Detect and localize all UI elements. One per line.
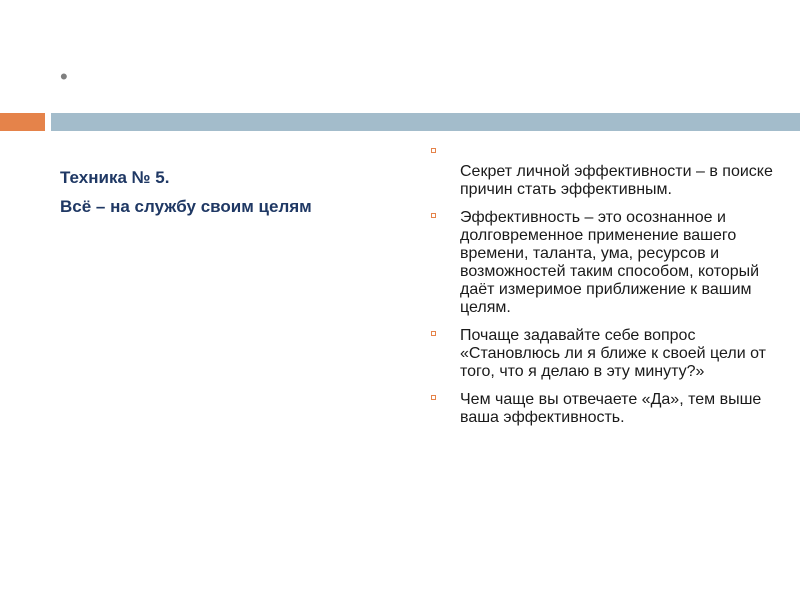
square-bullet-icon xyxy=(431,213,436,218)
bullet-item xyxy=(430,209,775,317)
bullet-list xyxy=(430,150,775,437)
square-bullet-icon xyxy=(431,148,436,153)
square-bullet-icon xyxy=(431,395,436,400)
heading-technique-number: Техника № 5. xyxy=(60,168,170,187)
header-band-accent xyxy=(0,113,45,131)
bullet-text: Эффективность – это осознанное и долговременное применение вашего времени, таланта, ума, ресурсов и возможностей таким способом, который даёт измеримое приближение к вашим целям. xyxy=(460,209,760,316)
square-bullet-icon xyxy=(431,331,436,336)
bullet-text: Секрет личной эффективности – в поиске причин стать эффективным. xyxy=(460,163,773,198)
bullet-item xyxy=(430,391,775,427)
bullet-item xyxy=(430,327,775,381)
title-placeholder-dot: • xyxy=(60,64,68,89)
slide-heading xyxy=(60,168,360,217)
bullet-item xyxy=(430,150,775,199)
bullet-text: Чем чаще вы отвечаете «Да», тем выше ваша эффективность. xyxy=(460,391,762,426)
bullet-text: Почаще задавайте себе вопрос «Становлюсь ли я ближе к своей цели от того, что я делаю в эту минуту?» xyxy=(460,327,766,380)
header-band xyxy=(51,113,800,131)
heading-subtitle: Всё – на службу своим целям xyxy=(60,197,312,216)
